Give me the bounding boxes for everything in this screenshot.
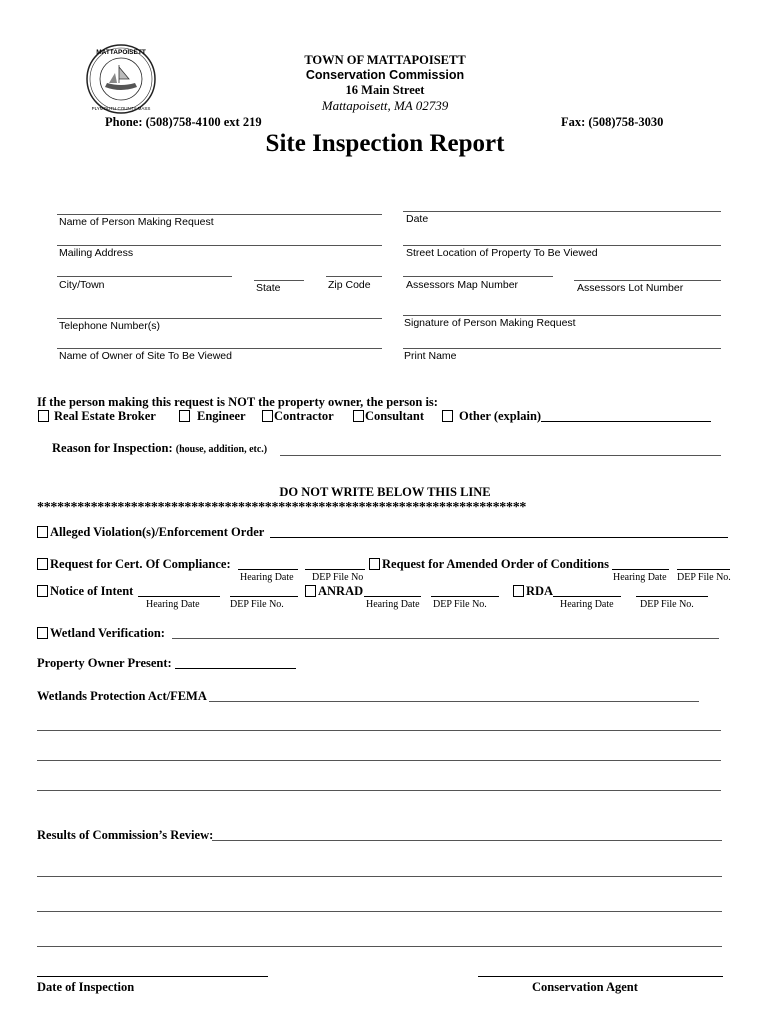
state-label: State: [256, 282, 281, 294]
zip-label: Zip Code: [328, 279, 371, 291]
owner-present-line[interactable]: [175, 668, 296, 669]
real-estate-broker-checkbox[interactable]: [38, 410, 49, 422]
wetland-verification-checkbox[interactable]: [37, 627, 48, 639]
owner-name-label: Name of Owner of Site To Be Viewed: [59, 350, 232, 362]
cert-dep-line[interactable]: [305, 569, 365, 570]
date-inspection-line[interactable]: [37, 976, 268, 977]
alleged-violation-checkbox[interactable]: [37, 526, 48, 538]
results-line-2[interactable]: [37, 876, 722, 877]
cert-hearing-line[interactable]: [238, 569, 298, 570]
engineer-label: Engineer: [197, 409, 246, 423]
wetlands-act-line-3[interactable]: [37, 760, 721, 761]
amended-hearing-date-caption: Hearing Date: [613, 572, 667, 583]
signature-label: Signature of Person Making Request: [404, 317, 576, 329]
anrad-hearing-line[interactable]: [364, 596, 421, 597]
mailing-address-label: Mailing Address: [59, 247, 134, 259]
telephone-line[interactable]: [57, 318, 382, 319]
reason-label-text: Reason for Inspection:: [52, 441, 173, 455]
fax-number: Fax: (508)758-3030: [561, 115, 664, 129]
street-location-label: Street Location of Property To Be Viewed: [406, 247, 598, 259]
map-number-label: Assessors Map Number: [406, 279, 519, 291]
agent-label: Conservation Agent: [532, 980, 638, 994]
do-not-write-notice: DO NOT WRITE BELOW THIS LINE: [279, 485, 491, 499]
wetlands-act-line-2[interactable]: [37, 730, 721, 731]
mailing-address-line[interactable]: [57, 245, 382, 246]
amended-dep-line[interactable]: [677, 569, 730, 570]
rda-dep-line[interactable]: [636, 596, 708, 597]
amended-hearing-line[interactable]: [612, 569, 669, 570]
svg-text:PLYMOUTH COUNTY MASS: PLYMOUTH COUNTY MASS: [91, 106, 151, 111]
lot-number-line[interactable]: [574, 280, 721, 281]
street-location-line[interactable]: [403, 245, 721, 246]
rda-hearing-line[interactable]: [553, 596, 621, 597]
results-line-3[interactable]: [37, 911, 722, 912]
rda-dep-file-caption: DEP File No.: [640, 599, 694, 610]
consultant-checkbox[interactable]: [353, 410, 364, 422]
rda-checkbox[interactable]: [513, 585, 524, 597]
alleged-violation-label: Alleged Violation(s)/Enforcement Order: [50, 525, 265, 539]
zip-line[interactable]: [326, 276, 382, 277]
anrad-dep-file-caption: DEP File No.: [433, 599, 487, 610]
city-town-line[interactable]: [57, 276, 232, 277]
engineer-checkbox[interactable]: [179, 410, 190, 422]
wetlands-act-line-1[interactable]: [209, 701, 699, 702]
amended-dep-file-caption: DEP File No.: [677, 572, 731, 583]
wetlands-act-line-4[interactable]: [37, 790, 721, 791]
wetlands-act-label: Wetlands Protection Act/FEMA: [37, 689, 207, 703]
telephone-label: Telephone Number(s): [59, 320, 160, 332]
noi-dep-line[interactable]: [230, 596, 298, 597]
star-divider: *************************************************************************: [37, 500, 527, 515]
amended-order-checkbox[interactable]: [369, 558, 380, 570]
city-address: Mattapoisett, MA 02739: [321, 98, 449, 113]
noi-dep-file-caption: DEP File No.: [230, 599, 284, 610]
consultant-label: Consultant: [365, 409, 425, 423]
requester-name-label: Name of Person Making Request: [59, 216, 214, 228]
results-label: Results of Commission’s Review:: [37, 828, 214, 842]
reason-line[interactable]: [280, 455, 721, 456]
wetland-verification-label: Wetland Verification:: [50, 626, 165, 640]
other-checkbox[interactable]: [442, 410, 453, 422]
svg-text:MATTAPOISETT: MATTAPOISETT: [96, 49, 146, 56]
contractor-checkbox[interactable]: [262, 410, 273, 422]
cert-compliance-label: Request for Cert. Of Compliance:: [50, 557, 231, 571]
page-title: Site Inspection Report: [265, 130, 505, 157]
lot-number-label: Assessors Lot Number: [577, 282, 684, 294]
city-town-label: City/Town: [59, 279, 105, 291]
town-name: TOWN OF MATTAPOISETT: [304, 53, 466, 67]
results-line-4[interactable]: [37, 946, 722, 947]
cert-hearing-date-caption: Hearing Date: [240, 572, 294, 583]
other-explain-line[interactable]: [541, 421, 711, 422]
cert-compliance-checkbox[interactable]: [37, 558, 48, 570]
anrad-dep-line[interactable]: [431, 596, 499, 597]
alleged-violation-line[interactable]: [270, 537, 728, 538]
reason-hint: (house, addition, etc.): [175, 444, 268, 455]
anrad-label: ANRAD: [318, 584, 364, 598]
agent-signature-line[interactable]: [478, 976, 723, 977]
cert-dep-file-caption: DEP File No: [312, 572, 364, 583]
date-line[interactable]: [403, 211, 721, 212]
other-label: Other (explain): [459, 409, 542, 423]
phone-number: Phone: (508)758-4100 ext 219: [105, 115, 262, 129]
print-name-label: Print Name: [404, 350, 457, 362]
owner-name-line[interactable]: [57, 348, 382, 349]
noi-hearing-date-caption: Hearing Date: [146, 599, 200, 610]
noi-hearing-line[interactable]: [138, 596, 220, 597]
requester-name-line[interactable]: [57, 214, 382, 215]
signature-line[interactable]: [403, 315, 721, 316]
notice-intent-label: Notice of Intent: [50, 584, 134, 598]
map-number-line[interactable]: [403, 276, 553, 277]
reason-label: [52, 441, 267, 456]
print-name-line[interactable]: [403, 348, 721, 349]
rda-hearing-date-caption: Hearing Date: [560, 599, 614, 610]
state-line[interactable]: [254, 280, 304, 281]
date-label: Date: [406, 213, 429, 225]
date-inspection-label: Date of Inspection: [37, 980, 135, 994]
street-address: 16 Main Street: [345, 83, 425, 97]
anrad-checkbox[interactable]: [305, 585, 316, 597]
anrad-hearing-date-caption: Hearing Date: [366, 599, 420, 610]
commission-name: Conservation Commission: [305, 68, 465, 82]
real-estate-broker-label: Real Estate Broker: [54, 409, 156, 423]
requester-type-intro: If the person making this request is NOT the property owner, the person is:: [37, 395, 438, 409]
amended-order-label: Request for Amended Order of Conditions: [382, 557, 609, 571]
wetland-verification-line[interactable]: [172, 638, 719, 639]
rda-label: RDA: [526, 584, 554, 598]
notice-intent-checkbox[interactable]: [37, 585, 48, 597]
owner-present-label: Property Owner Present:: [37, 656, 172, 670]
contractor-label: Contractor: [274, 409, 334, 423]
results-line-1[interactable]: [212, 840, 722, 841]
